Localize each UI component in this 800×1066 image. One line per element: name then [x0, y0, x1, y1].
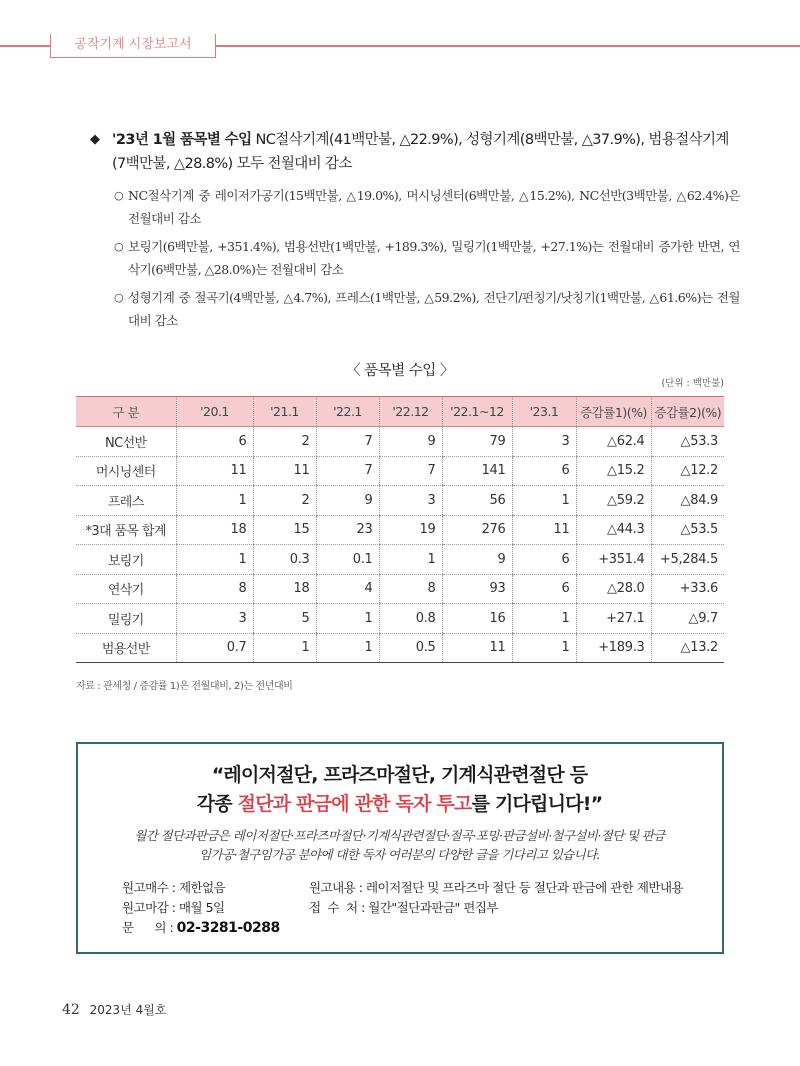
box-title-line2	[78, 790, 721, 819]
header-cell: '22.1	[316, 397, 379, 427]
value-cell: 11	[512, 515, 576, 545]
call-for-submissions-box	[76, 742, 724, 954]
summary-section	[90, 128, 740, 337]
import-table	[76, 396, 724, 663]
value-cell: 9	[316, 486, 379, 516]
header-cell: '20.1	[176, 397, 253, 427]
value-cell: 7	[379, 456, 442, 486]
value-cell: 3	[512, 427, 576, 457]
sub-bullet	[114, 235, 740, 281]
title-highlight: 절단과 판금에 관한 독자 투고	[237, 793, 472, 815]
info-reception: 접 수 처 : 월간"절단과판금" 편집부	[309, 900, 498, 915]
value-cell: △84.9	[651, 486, 724, 516]
value-cell: 23	[316, 515, 379, 545]
title-post: 를 기다립니다!”	[471, 793, 603, 815]
table-title: 〈 품목별 수입 〉	[346, 363, 454, 379]
value-cell: 19	[379, 515, 442, 545]
table-row	[76, 604, 724, 634]
value-cell: 276	[442, 515, 512, 545]
row-label-cell: 연삭기	[76, 574, 176, 604]
row-label-cell: 범용선반	[76, 633, 176, 663]
value-cell: 7	[316, 427, 379, 457]
section-tab: 공작기계 시장보고서	[50, 34, 216, 58]
info-left	[122, 878, 280, 938]
value-cell: 4	[316, 574, 379, 604]
value-cell: 5	[253, 604, 316, 634]
main-bullet-text	[112, 128, 740, 176]
page-footer	[62, 1001, 166, 1018]
value-cell: 15	[253, 515, 316, 545]
value-cell: △53.5	[651, 515, 724, 545]
header-cell: '21.1	[253, 397, 316, 427]
value-cell: 1	[512, 486, 576, 516]
row-label-cell: NC선반	[76, 427, 176, 457]
desc-line: 임가공·철구임가공 분야에 대한 독자 여러분의 다양한 글을 기다리고 있습니다.	[199, 847, 600, 862]
value-cell: 3	[379, 486, 442, 516]
value-cell: △15.2	[576, 456, 651, 486]
value-cell: +351.4	[576, 545, 651, 575]
value-cell: 9	[442, 545, 512, 575]
header-cell: '22.1~12	[442, 397, 512, 427]
box-title	[78, 761, 721, 819]
value-cell: 79	[442, 427, 512, 457]
value-cell: +33.6	[651, 574, 724, 604]
title-pre: 각종	[196, 793, 238, 815]
value-cell: 9	[379, 427, 442, 457]
value-cell: 0.8	[379, 604, 442, 634]
value-cell: △13.2	[651, 633, 724, 663]
main-bullet-highlight: '23년 1월 품목별 수입	[112, 132, 252, 148]
value-cell: 1	[176, 545, 253, 575]
value-cell: △62.4	[576, 427, 651, 457]
sub-bullet-text: 보링기(6백만불, +351.4%), 범용선반(1백만불, +189.3%), 밀링기(1백만불, +27.1%)는 전월대비 증가한 반면, 연삭기(6백만불, △28.0%)는 전월대비 감소	[128, 239, 740, 277]
info-contact	[122, 918, 280, 938]
value-cell: 1	[512, 604, 576, 634]
row-label-cell: 프레스	[76, 486, 176, 516]
desc-line: 월간 절단과판금은 레이저절단·프라즈마절단·기계식관련절단·절곡·포밍·판금설비·철구설비·절단 및 판금	[134, 828, 665, 843]
value-cell: 1	[512, 633, 576, 663]
value-cell: 93	[442, 574, 512, 604]
value-cell: △53.3	[651, 427, 724, 457]
value-cell: 18	[253, 574, 316, 604]
value-cell: 2	[253, 427, 316, 457]
row-label-cell: *3대 품목 합계	[76, 515, 176, 545]
value-cell: 8	[379, 574, 442, 604]
value-cell: 8	[176, 574, 253, 604]
value-cell: △12.2	[651, 456, 724, 486]
header-cell: '22.12	[379, 397, 442, 427]
value-cell: +189.3	[576, 633, 651, 663]
value-cell: 1	[316, 633, 379, 663]
info-manuscript-length: 원고매수 : 제한없음	[122, 880, 226, 895]
circle-bullet-icon: ○	[114, 240, 124, 253]
value-cell: 7	[316, 456, 379, 486]
value-cell: 1	[316, 604, 379, 634]
value-cell: 1	[176, 486, 253, 516]
header-cell: 증감률1)(%)	[576, 397, 651, 427]
issue-label: 2023년 4월호	[89, 1003, 167, 1017]
table-row	[76, 486, 724, 516]
info-content: 원고내용 : 레이저절단 및 프라즈마 절단 등 절단과 판금에 관한 제반내용	[309, 880, 684, 895]
value-cell: 6	[512, 545, 576, 575]
table-row	[76, 427, 724, 457]
table-source: 자료 : 관세청 / 증감률 1)은 전월대비, 2)는 전년대비	[76, 681, 293, 692]
circle-bullet-icon: ○	[114, 189, 124, 202]
sub-bullet-text: 성형기계 중 절곡기(4백만불, △4.7%), 프레스(1백만불, △59.2%), 전단기/펀칭기/낫칭기(1백만불, △61.6%)는 전월대비 감소	[128, 290, 740, 328]
value-cell: 141	[442, 456, 512, 486]
table-row	[76, 515, 724, 545]
row-label-cell: 밀링기	[76, 604, 176, 634]
contact-label: 문 의 :	[122, 920, 177, 935]
value-cell: 0.7	[176, 633, 253, 663]
value-cell: 1	[379, 545, 442, 575]
info-right	[309, 878, 683, 918]
table-unit: (단위 : 백만불)	[661, 378, 724, 389]
header-cell: 증감률2)(%)	[651, 397, 724, 427]
table-row	[76, 574, 724, 604]
value-cell: 16	[442, 604, 512, 634]
table-row	[76, 456, 724, 486]
row-label-cell: 머시닝센터	[76, 456, 176, 486]
value-cell: 11	[176, 456, 253, 486]
value-cell: 1	[253, 633, 316, 663]
circle-bullet-icon: ○	[114, 291, 124, 304]
value-cell: 11	[442, 633, 512, 663]
value-cell: 0.5	[379, 633, 442, 663]
value-cell: +27.1	[576, 604, 651, 634]
diamond-bullet-icon: ◆	[90, 132, 100, 147]
main-bullet	[90, 128, 740, 176]
value-cell: 56	[442, 486, 512, 516]
page-number: 42	[62, 1002, 80, 1018]
value-cell: 6	[512, 456, 576, 486]
value-cell: 0.3	[253, 545, 316, 575]
table-header-row	[76, 397, 724, 427]
table-row	[76, 545, 724, 575]
value-cell: △59.2	[576, 486, 651, 516]
sub-bullet	[114, 286, 740, 332]
sub-bullet	[114, 184, 740, 230]
value-cell: △9.7	[651, 604, 724, 634]
value-cell: △28.0	[576, 574, 651, 604]
sub-bullet-text: NC절삭기계 중 레이저가공기(15백만불, △19.0%), 머시닝센터(6백만불, △15.2%), NC선반(3백만불, △62.4%)은 전월대비 감소	[128, 188, 740, 226]
value-cell: 2	[253, 486, 316, 516]
box-description	[78, 826, 721, 864]
value-cell: 11	[253, 456, 316, 486]
value-cell: 3	[176, 604, 253, 634]
table-row	[76, 633, 724, 663]
sub-bullets	[90, 184, 740, 332]
info-deadline: 원고마감 : 매월 5일	[122, 900, 225, 915]
header-cell: 구 분	[76, 397, 176, 427]
header-cell: '23.1	[512, 397, 576, 427]
value-cell: 18	[176, 515, 253, 545]
value-cell: △44.3	[576, 515, 651, 545]
contact-phone: 02-3281-0288	[176, 920, 280, 936]
main-bullet-rest: NC절삭기계(41백만불, △22.9%), 성형기계(8백만불, △37.9%), 범용절삭기계(7백만불, △28.8%) 모두 전월대비 감소	[112, 132, 729, 172]
row-label-cell: 보링기	[76, 545, 176, 575]
box-title-line1: “레이저절단, 프라즈마절단, 기계식관련절단 등	[211, 764, 588, 786]
value-cell: 6	[512, 574, 576, 604]
value-cell: 0.1	[316, 545, 379, 575]
value-cell: 6	[176, 427, 253, 457]
value-cell: +5,284.5	[651, 545, 724, 575]
